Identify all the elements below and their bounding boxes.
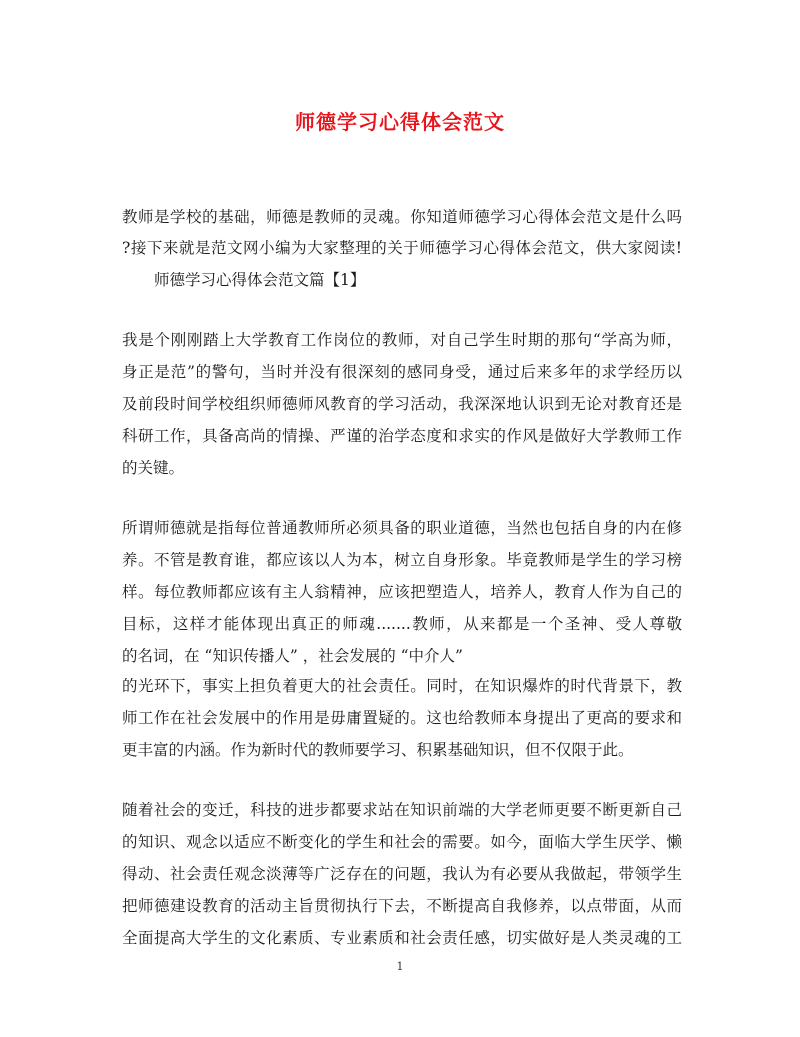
paragraph-2-line-6: 的光环下，事实上担负着更大的社会责任。同时，在知识爆炸的时代背景下，教 [122,677,682,695]
paragraph-2-line-4: 目标，这样才能体现出真正的师魂.......教师，从来都是一个圣神、受人尊敬 [122,615,682,633]
paragraph-1-line-2: 身正是范”的警句，当时并没有很深刻的感同身受，通过后来多年的求学经历以 [122,363,682,381]
paragraph-2-line-2: 养。不管是教育谁，都应该以人为本，树立自身形象。毕竟教师是学生的学习榜 [122,551,682,569]
paragraph-2-line-7: 师工作在社会发展中的作用是毋庸置疑的。这也给教师本身提出了更高的要求和 [122,709,682,727]
section-heading: 师德学习心得体会范文篇【1】 [154,271,366,289]
paragraph-2-line-1: 所谓师德就是指每位普通教师所必须具备的职业道德，当然也包括自身的内在修 [122,519,682,537]
paragraph-3-line-3: 得动、社会责任观念淡薄等广泛存在的问题，我认为有必要从我做起，带领学生 [122,865,682,883]
paragraph-1-line-4: 科研工作，具备高尚的情操、严谨的治学态度和求实的作风是做好大学教师工作 [122,427,682,445]
intro-line-1: 教师是学校的基础，师德是教师的灵魂。你知道师德学习心得体会范文是什么吗 [122,208,682,226]
paragraph-3-line-4: 把师德建设教育的活动主旨贯彻执行下去，不断提高自我修养，以点带面，从而 [122,897,682,915]
intro-line-2: ?接下来就是范文网小编为大家整理的关于师德学习心得体会范文，供大家阅读! [122,239,682,257]
paragraph-1-line-3: 及前段时间学校组织师德师风教育的学习活动，我深深地认识到无论对教育还是 [122,395,682,413]
paragraph-3-line-2: 的知识、观念以适应不断变化的学生和社会的需要。如今，面临大学生厌学、懒 [122,833,682,851]
paragraph-2-line-8: 更丰富的内涵。作为新时代的教师要学习、积累基础知识，但不仅限于此。 [122,741,634,759]
page-number: 1 [396,960,404,973]
paragraph-2-line-3: 样。每位教师都应该有主人翁精神，应该把塑造人，培养人，教育人作为自己的 [122,583,682,601]
paragraph-1-line-1: 我是个刚刚踏上大学教育工作岗位的教师，对自己学生时期的那句“学高为师， [122,331,682,349]
paragraph-3-line-1: 随着社会的变迁，科技的进步都要求站在知识前端的大学老师更要不断更新自己 [122,801,682,819]
paragraph-2-line-5: 的名词，在 “知识传播人” ，社会发展的 “中介人” [122,647,463,665]
paragraph-3-line-5: 全面提高大学生的文化素质、专业素质和社会责任感，切实做好是人类灵魂的工 [122,929,682,947]
document-title: 师德学习心得体会范文 [295,110,505,134]
paragraph-1-line-5: 的关键。 [122,459,185,477]
